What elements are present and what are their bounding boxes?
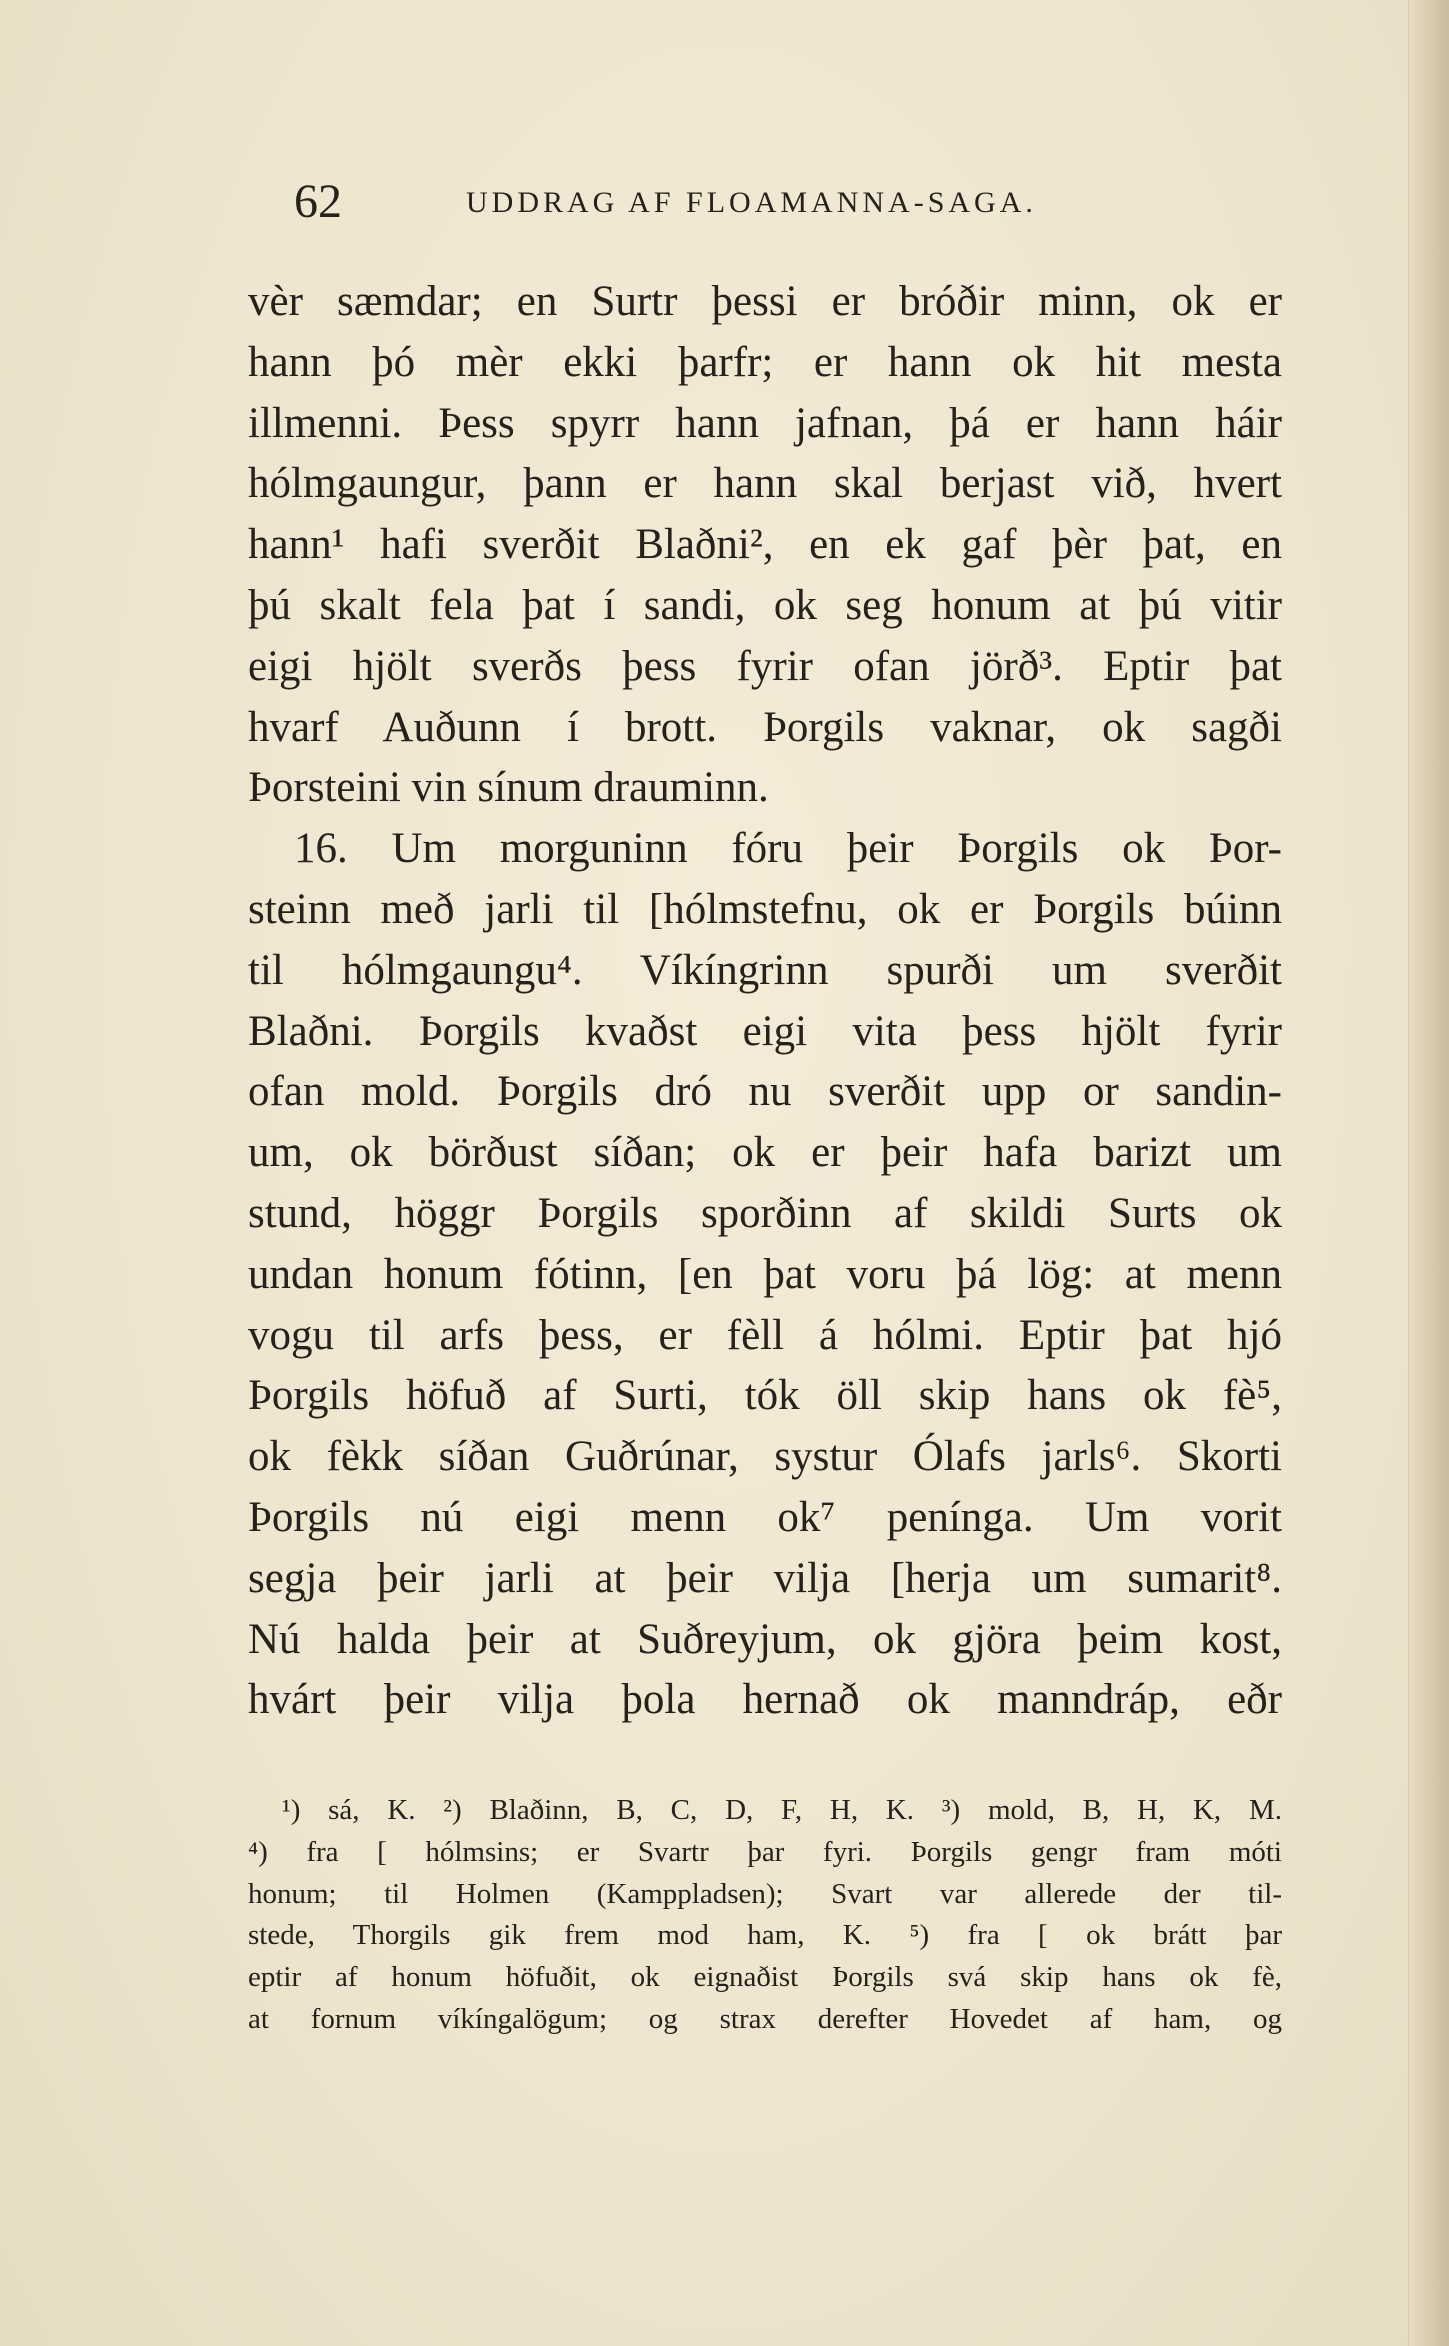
footnotes: [248, 1790, 1282, 2041]
page-number: 62: [294, 175, 342, 228]
text-line: segja þeir jarli at þeir vilja [herja um sumarit⁸.: [248, 1554, 1282, 1602]
text-line: eigi hjölt sverðs þess fyrir ofan jörð³. Eptir þat: [248, 642, 1282, 690]
footnote-line: ⁴) fra [ hólmsins; er Svartr þar fyri. Þorgils gengr fram móti: [248, 1835, 1282, 1868]
page-binding-edge: [1408, 0, 1449, 2346]
text-line: Nú halda þeir at Suðreyjum, ok gjöra þeim kost,: [248, 1615, 1282, 1663]
text-line: um, ok börðust síðan; ok er þeir hafa barizt um: [248, 1129, 1282, 1177]
text-line: Þorsteini vin sínum drauminn.: [248, 764, 769, 812]
text-line: hvarf Auðunn í brott. Þorgils vaknar, ok sagði: [248, 703, 1282, 751]
text-line: Þorgils nú eigi menn ok⁷ penínga. Um vorit: [248, 1493, 1282, 1541]
text-line: illmenni. Þess spyrr hann jafnan, þá er hann háir: [248, 399, 1282, 447]
text-line: steinn með jarli til [hólmstefnu, ok er Þorgils búinn: [248, 885, 1282, 933]
text-line: hólmgaungur, þann er hann skal berjast við, hvert: [248, 460, 1282, 508]
text-line: ofan mold. Þorgils dró nu sverðit upp or sandin-: [248, 1068, 1282, 1116]
text-line: til hólmgaungu⁴. Víkíngrinn spurði um sverðit: [248, 946, 1282, 994]
text-line: þú skalt fela þat í sandi, ok seg honum at þú vitir: [248, 581, 1282, 629]
text-line: Blaðni. Þorgils kvaðst eigi vita þess hjölt fyrir: [248, 1007, 1282, 1055]
footnote-line: at fornum víkíngalögum; og strax derefter Hovedet af ham, og: [248, 2002, 1282, 2035]
text-line: vèr sæmdar; en Surtr þessi er bróðir minn, ok er: [248, 278, 1282, 325]
text-line: undan honum fótinn, [en þat voru þá lög: at menn: [248, 1250, 1282, 1298]
running-title: UDDRAG AF FLOAMANNA-SAGA.: [466, 186, 1037, 219]
footnote-line: eptir af honum höfuðit, ok eignaðist Þorgils svá skip hans ok fè,: [248, 1961, 1282, 1994]
running-head: [294, 172, 1294, 232]
footnote-line: stede, Thorgils gik frem mod ham, K. ⁵) fra [ ok brátt þar: [248, 1919, 1282, 1952]
text-line: stund, höggr Þorgils sporðinn af skildi Surts ok: [248, 1189, 1282, 1237]
text-line: hvárt þeir vilja þola hernað ok manndráp, eðr: [248, 1676, 1282, 1724]
text-line: hann¹ hafi sverðit Blaðni², en ek gaf þèr þat, en: [248, 521, 1282, 569]
text-line: Þorgils höfuð af Surti, tók öll skip hans ok fè⁵,: [248, 1372, 1282, 1420]
body-text: [248, 272, 1282, 1731]
text-line: 16. Um morguninn fóru þeir Þorgils ok Þor-: [294, 825, 1282, 873]
footnote-line: ¹) sá, K. ²) Blaðinn, B, C, D, F, H, K. ³) mold, B, H, K, M.: [282, 1794, 1282, 1826]
text-line: hann þó mèr ekki þarfr; er hann ok hit mesta: [248, 338, 1282, 386]
text-line: vogu til arfs þess, er fèll á hólmi. Eptir þat hjó: [248, 1311, 1282, 1359]
text-line: ok fèkk síðan Guðrúnar, systur Ólafs jarls⁶. Skorti: [248, 1433, 1282, 1481]
footnote-line: honum; til Holmen (Kamppladsen); Svart var allerede der til-: [248, 1877, 1282, 1910]
